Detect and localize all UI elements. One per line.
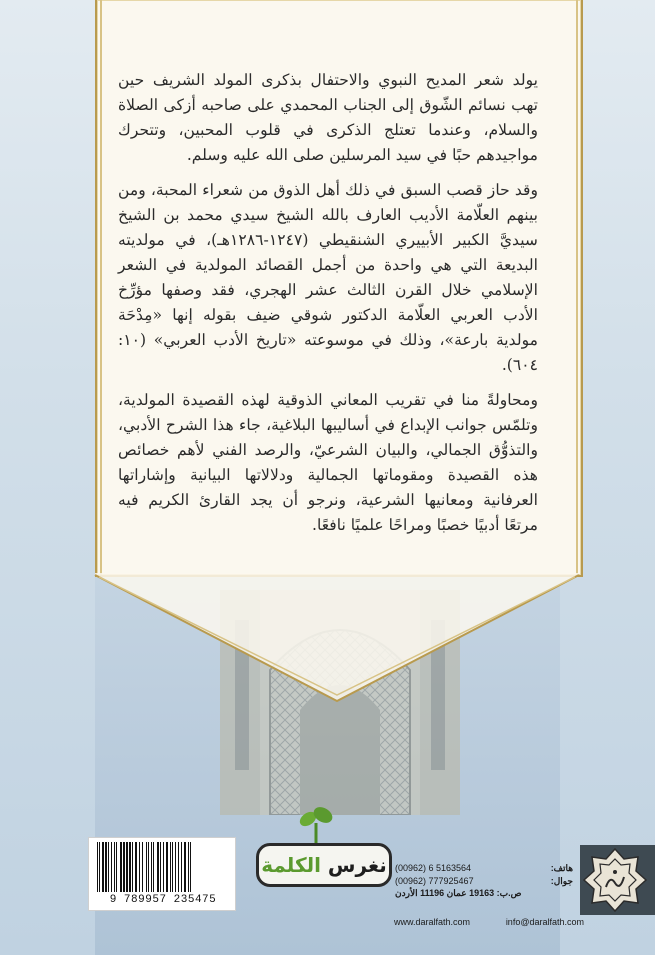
mobile-label: جوال: bbox=[550, 875, 573, 886]
barcode-bar bbox=[160, 842, 161, 892]
blurb-paragraph-3: ومحاولةً منا في تقريب المعاني الذوقية لهذه القصيدة المولدية، وتلمّس جوانب الإبداع في أساليبها البلاغية، جاء هذا الشرح الأدبي، والتذوُّق الجمالي، والبيان الشرعيّ، والرصد الفني لأهم خصائص هذه القصيدة ومقوماتها الجمالية ودلالاتها البيانية وإشاراتها العرفانية ومعانيها الشرعية، ونرجو أن يجد القارئ الكريم فيه مرتعًا أدبيًا خصبًا ومراحًا علميًا نافعًا. bbox=[118, 391, 538, 534]
sprout-icon bbox=[296, 805, 336, 847]
barcode-bar bbox=[153, 842, 154, 892]
barcode-bar bbox=[178, 842, 179, 892]
barcode-bar bbox=[116, 842, 117, 892]
text-panel-point bbox=[93, 573, 581, 703]
email-link[interactable]: info@daralfath.com bbox=[505, 917, 584, 927]
barcode-bar bbox=[129, 842, 131, 892]
slogan-text-box bbox=[256, 843, 392, 887]
barcode-bar bbox=[97, 842, 98, 892]
phone-label: هاتف: bbox=[550, 863, 573, 873]
barcode-bar bbox=[126, 842, 128, 892]
pobox-row bbox=[395, 888, 573, 901]
pobox-text: ص.ب: 19163 عمان 11196 الأردن bbox=[395, 888, 522, 898]
mobile-row bbox=[395, 876, 573, 889]
barcode-bar bbox=[163, 842, 164, 892]
blurb-paragraph-2: وقد حاز قصب السبق في ذلك أهل الذوق من شعراء المحبة، ومن بينهم العلّامة الأديب العارف بالله الشيخ سيدي محمد بن الشيخ سيديَّ الكبير الأبييري الشنقيطي (١٢٤٧-١٢٨٦هـ)، في مولديته البديعة التي هي واحدة من أجمل القصائد المولدية في الشعر الإسلامي خلال القرن الثالث عشر الهجري، فقد وصفها مؤرِّخ الأدب العربي العلّامة الدكتور شوقي ضيف بقوله إنها «مِدْحَة مولدية بارعة»، وذلك في موسوعته «تاريخ الأدب العربي» (١٠: ٦٠٤). bbox=[118, 181, 538, 374]
barcode-bar bbox=[188, 842, 189, 892]
barcode-bar bbox=[114, 842, 115, 892]
barcode-bar bbox=[148, 842, 149, 892]
publisher-emblem-icon bbox=[582, 847, 648, 913]
phone-row bbox=[395, 863, 573, 876]
background-left bbox=[0, 0, 95, 955]
barcode-bar bbox=[170, 842, 171, 892]
slogan-word-2: الكلمة bbox=[261, 853, 321, 877]
mobile-value: (00962) 777925467 bbox=[395, 875, 474, 886]
barcode-bar bbox=[120, 842, 122, 892]
barcode-bar bbox=[132, 842, 133, 892]
barcode-bar bbox=[108, 842, 109, 892]
barcode-bar bbox=[166, 842, 168, 892]
barcode-bar bbox=[99, 842, 100, 892]
barcode-bar bbox=[142, 842, 143, 892]
slogan-word-1: نغرس bbox=[327, 853, 387, 877]
isbn-number: 9 789957 235475 bbox=[109, 894, 217, 906]
barcode-bar bbox=[135, 842, 137, 892]
barcode-bar bbox=[123, 842, 125, 892]
barcode-bar bbox=[102, 842, 104, 892]
publisher-contact bbox=[395, 863, 573, 901]
slogan-logo bbox=[242, 805, 390, 885]
isbn-barcode bbox=[88, 837, 236, 911]
barcode-bars bbox=[95, 842, 229, 892]
barcode-bar bbox=[151, 842, 152, 892]
barcode-bar bbox=[157, 842, 159, 892]
barcode-bar bbox=[139, 842, 140, 892]
blurb-text bbox=[118, 68, 538, 548]
barcode-bar bbox=[175, 842, 176, 892]
barcode-bar bbox=[172, 842, 173, 892]
phone-value: (00962) 6 5163564 bbox=[395, 863, 472, 873]
website-link[interactable]: www.daralfath.com bbox=[394, 917, 471, 927]
barcode-bar bbox=[146, 842, 147, 892]
barcode-bar bbox=[111, 842, 112, 892]
barcode-bar bbox=[184, 842, 186, 892]
barcode-bar bbox=[190, 842, 191, 892]
barcode-bar bbox=[105, 842, 107, 892]
blurb-paragraph-1: يولد شعر المديح النبوي والاحتفال بذكرى المولد الشريف حين تهب نسائم الشّوق إلى الجناب المحمدي على صاحبه أزكى الصلاة والسلام، وعندما تعتلج الذكرى في قلوب المحبين، وتتحرك مواجيدهم حبًا في سيد المرسلين صلى الله عليه وسلم. bbox=[118, 71, 538, 164]
web-row bbox=[394, 917, 584, 927]
barcode-bar bbox=[181, 842, 182, 892]
